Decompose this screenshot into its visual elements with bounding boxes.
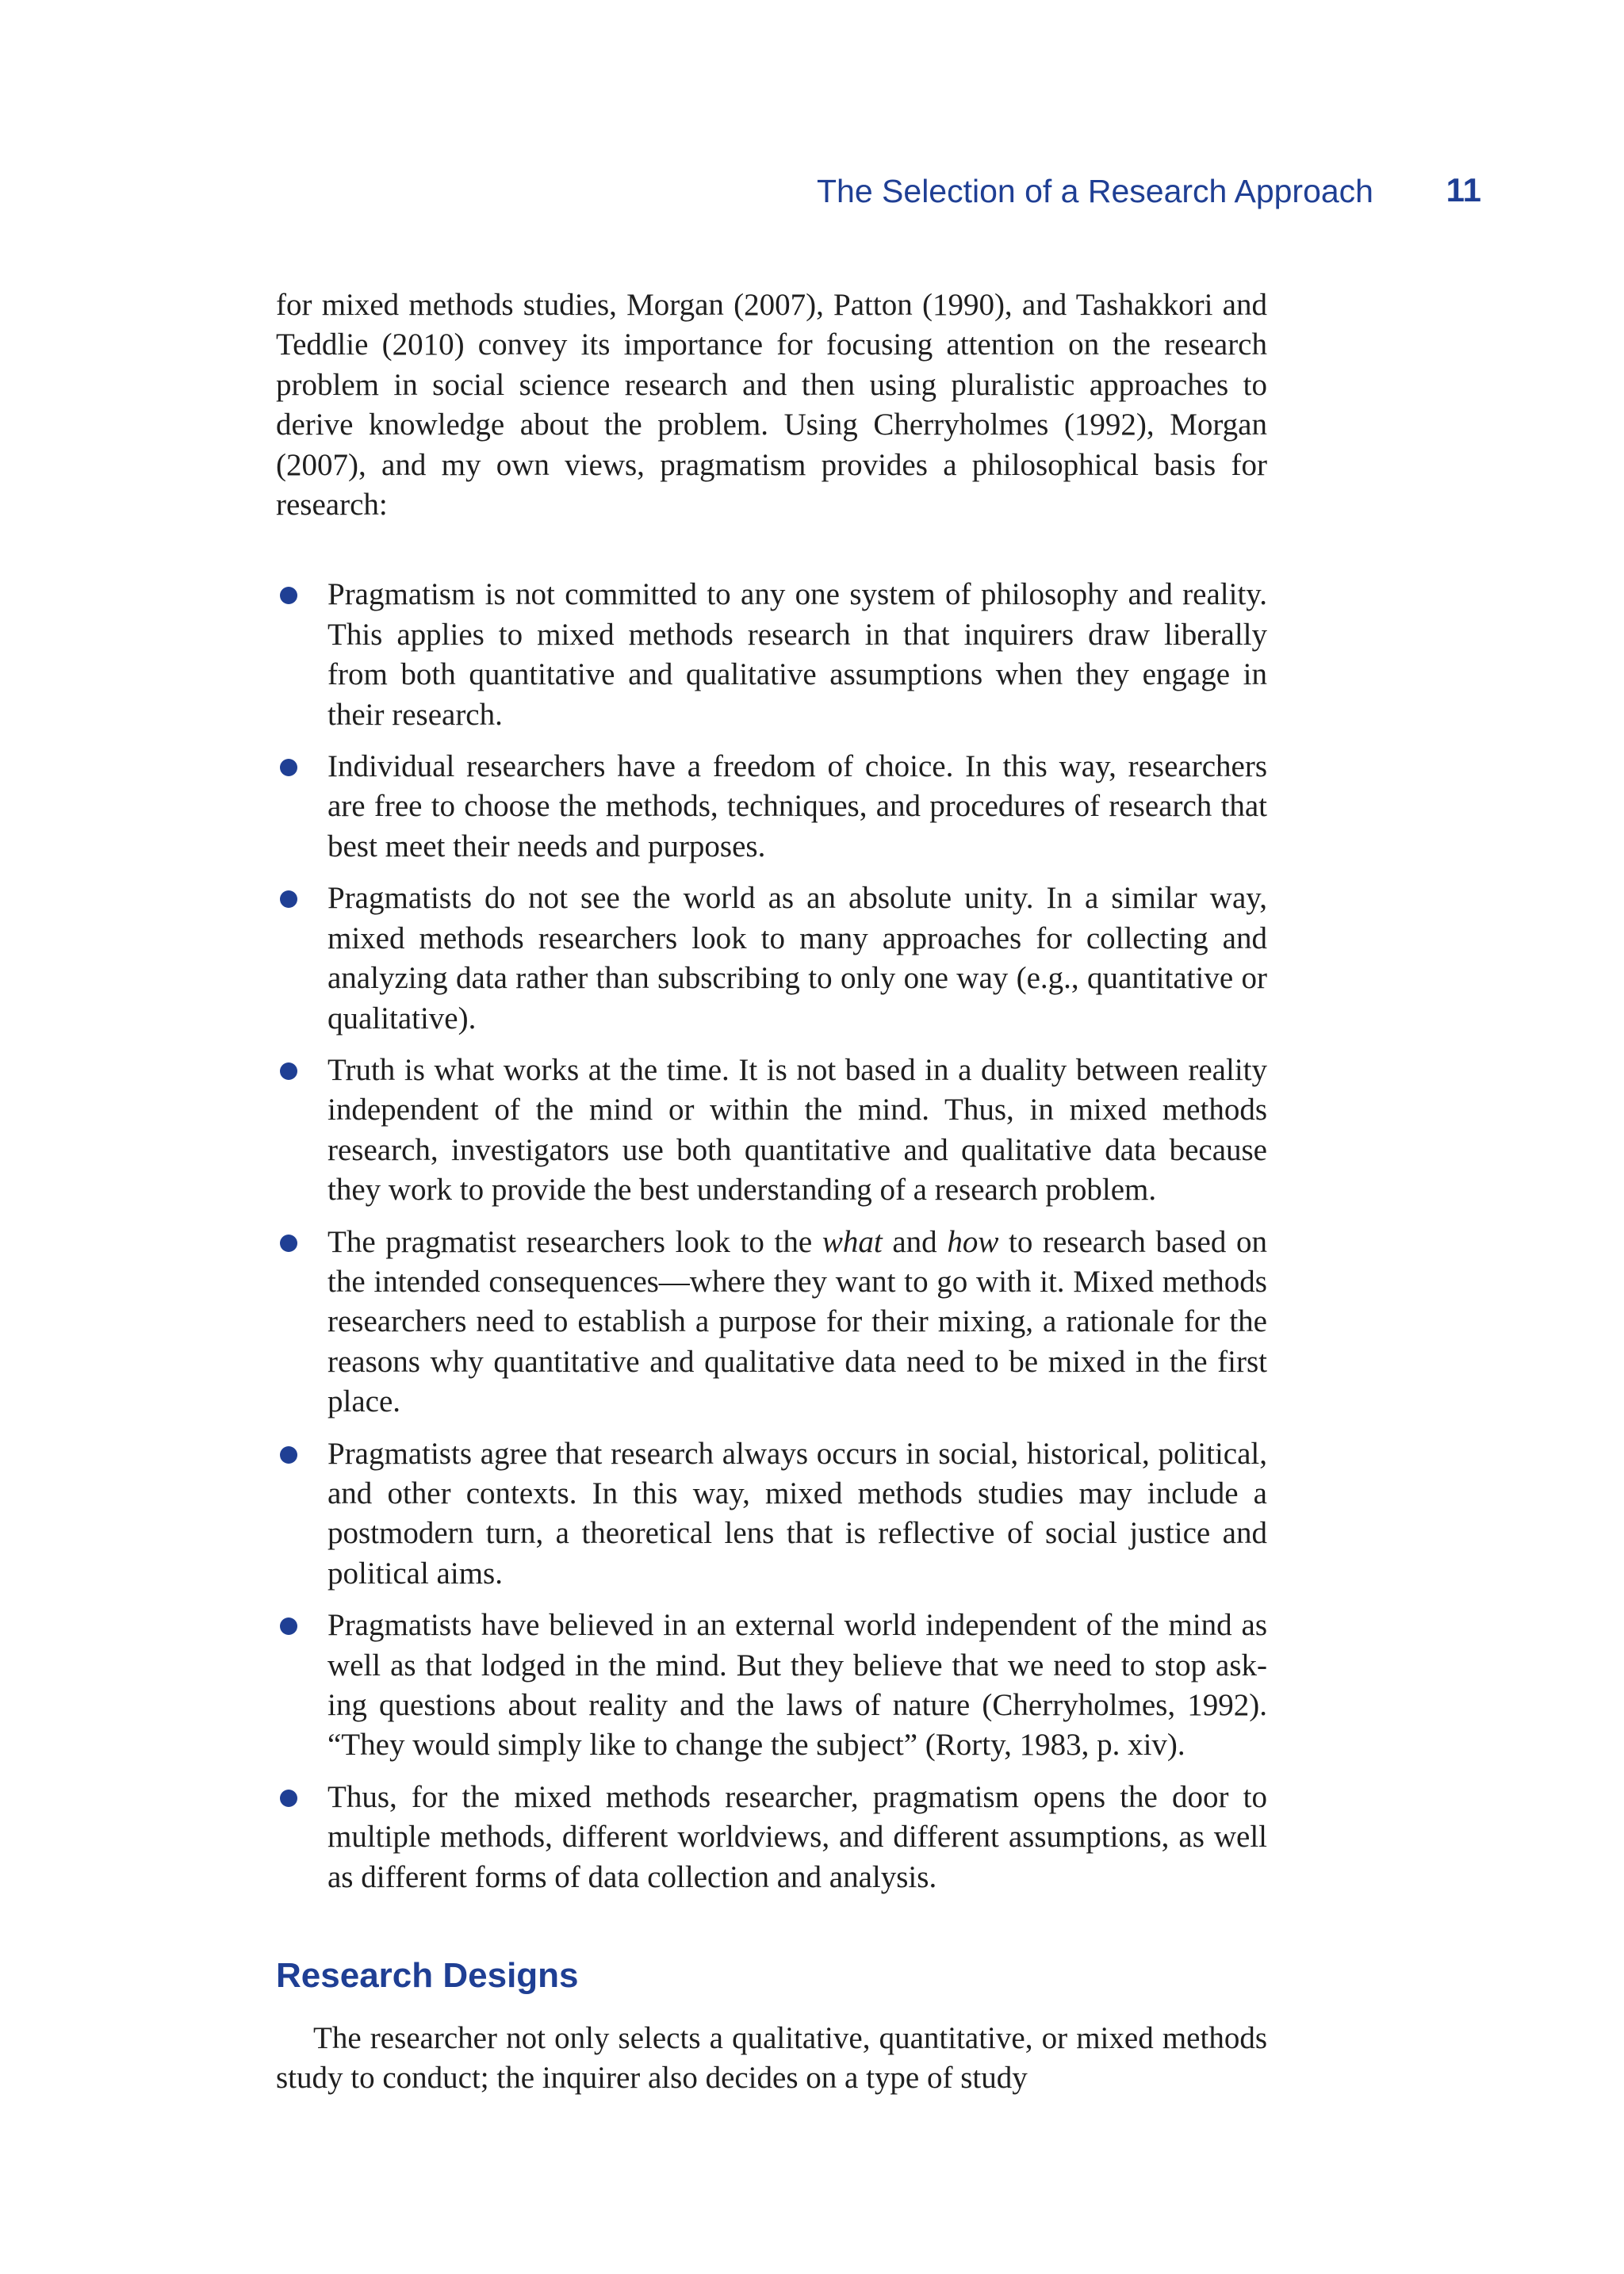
bullet-text: Pragmatists have believed in an external world independent of the mind as well as that lodged in the mind. But they believe that we need to stop asking questions about reality and the laws of nature (Cherryholmes, 1992). “They would simply like to change the subject” (Rorty, 1983, p. xiv). — [327, 1608, 1267, 1763]
bullet-dot-icon — [280, 1062, 297, 1080]
running-title: The Selection of a Research Approach — [817, 173, 1373, 209]
bullet-dot-icon — [280, 890, 297, 908]
bullet-item — [276, 879, 1267, 1039]
page-content — [276, 285, 1267, 2099]
bullet-item — [276, 747, 1267, 867]
section-heading: Research Designs — [276, 1956, 579, 1996]
bullet-item — [276, 1223, 1267, 1422]
bullet-text: Thus, for the mixed methods researcher, pragmatism opens the door to multiple methods, different worldviews, and different assumptions, as well as different forms of data collection and analysis. — [327, 1779, 1267, 1894]
bullet-text — [327, 1223, 1267, 1422]
bullet-dot-icon — [280, 587, 297, 604]
bullet-item — [276, 575, 1267, 735]
bullet-text-part: The pragmatist researchers look to the — [327, 1224, 822, 1259]
bullet-item — [276, 1434, 1267, 1594]
emphasis-what: what — [822, 1224, 883, 1259]
body-paragraph: The researcher not only selects a qualitative, quantitative, or mixed methods study to conduct; the inquirer also decides on a type of study — [276, 2021, 1267, 2096]
bullet-item — [276, 1051, 1267, 1211]
pragmatism-bullet-list — [276, 575, 1267, 1897]
intro-paragraph: for mixed methods studies, Morgan (2007), Patton (1990), and Tashakkori and Teddlie (2010) convey its importance for focusing attention on the research problem in social science research and then using pluralistic approaches to derive knowledge about the problem. Using Cherryholmes (1992), Morgan (2007), and my own views, pragmatism provides a philosophical basis for research: — [276, 288, 1267, 523]
bullet-dot-icon — [280, 1790, 297, 1807]
bullet-dot-icon — [280, 1617, 297, 1635]
bullet-text: Pragmatists agree that research always occurs in social, historical, political, and other contexts. In this way, mixed methods studies may include a postmodern turn, a theoretical lens that is reflective of social justice and political aims. — [327, 1436, 1267, 1591]
running-head — [0, 173, 1481, 220]
bullet-text-part: and — [882, 1224, 948, 1259]
bullet-item — [276, 1778, 1267, 1897]
bullet-text: Pragmatists do not see the world as an absolute unity. In a similar way, mixed methods researchers look to many approaches for collecting and analyzing data rather than subscribing to only one way (e.g., quantitative or qualitative). — [327, 881, 1267, 1036]
bullet-text: Individual researchers have a freedom of choice. In this way, researchers are free to choose the methods, techniques, and procedures of research that best meet their needs and purposes. — [327, 749, 1267, 863]
bullet-text-part: to research based on the intended consequences—where they want to go with it. Mixed methods researchers need to establish a purpose for their mixing, a rationale for the reasons why quantitative and qualitative data need to be mixed in the first place. — [327, 1224, 1267, 1419]
emphasis-how: how — [947, 1224, 999, 1259]
bullet-dot-icon — [280, 1235, 297, 1252]
bullet-dot-icon — [280, 1446, 297, 1464]
bullet-text: Pragmatism is not committed to any one system of philosophy and reality. This applies to mixed methods research in that inquirers draw liberally from both quantitative and qualitative assumptions when they engage in their research. — [327, 577, 1267, 732]
bullet-text: Truth is what works at the time. It is not based in a duality between reality independent of the mind or within the mind. Thus, in mixed methods research, investigators use both quantitative and qualitative data because they work to provide the best understanding of a research problem. — [327, 1052, 1267, 1208]
page-number: 11 — [1446, 171, 1481, 209]
bullet-item — [276, 1606, 1267, 1766]
bullet-dot-icon — [280, 759, 297, 776]
